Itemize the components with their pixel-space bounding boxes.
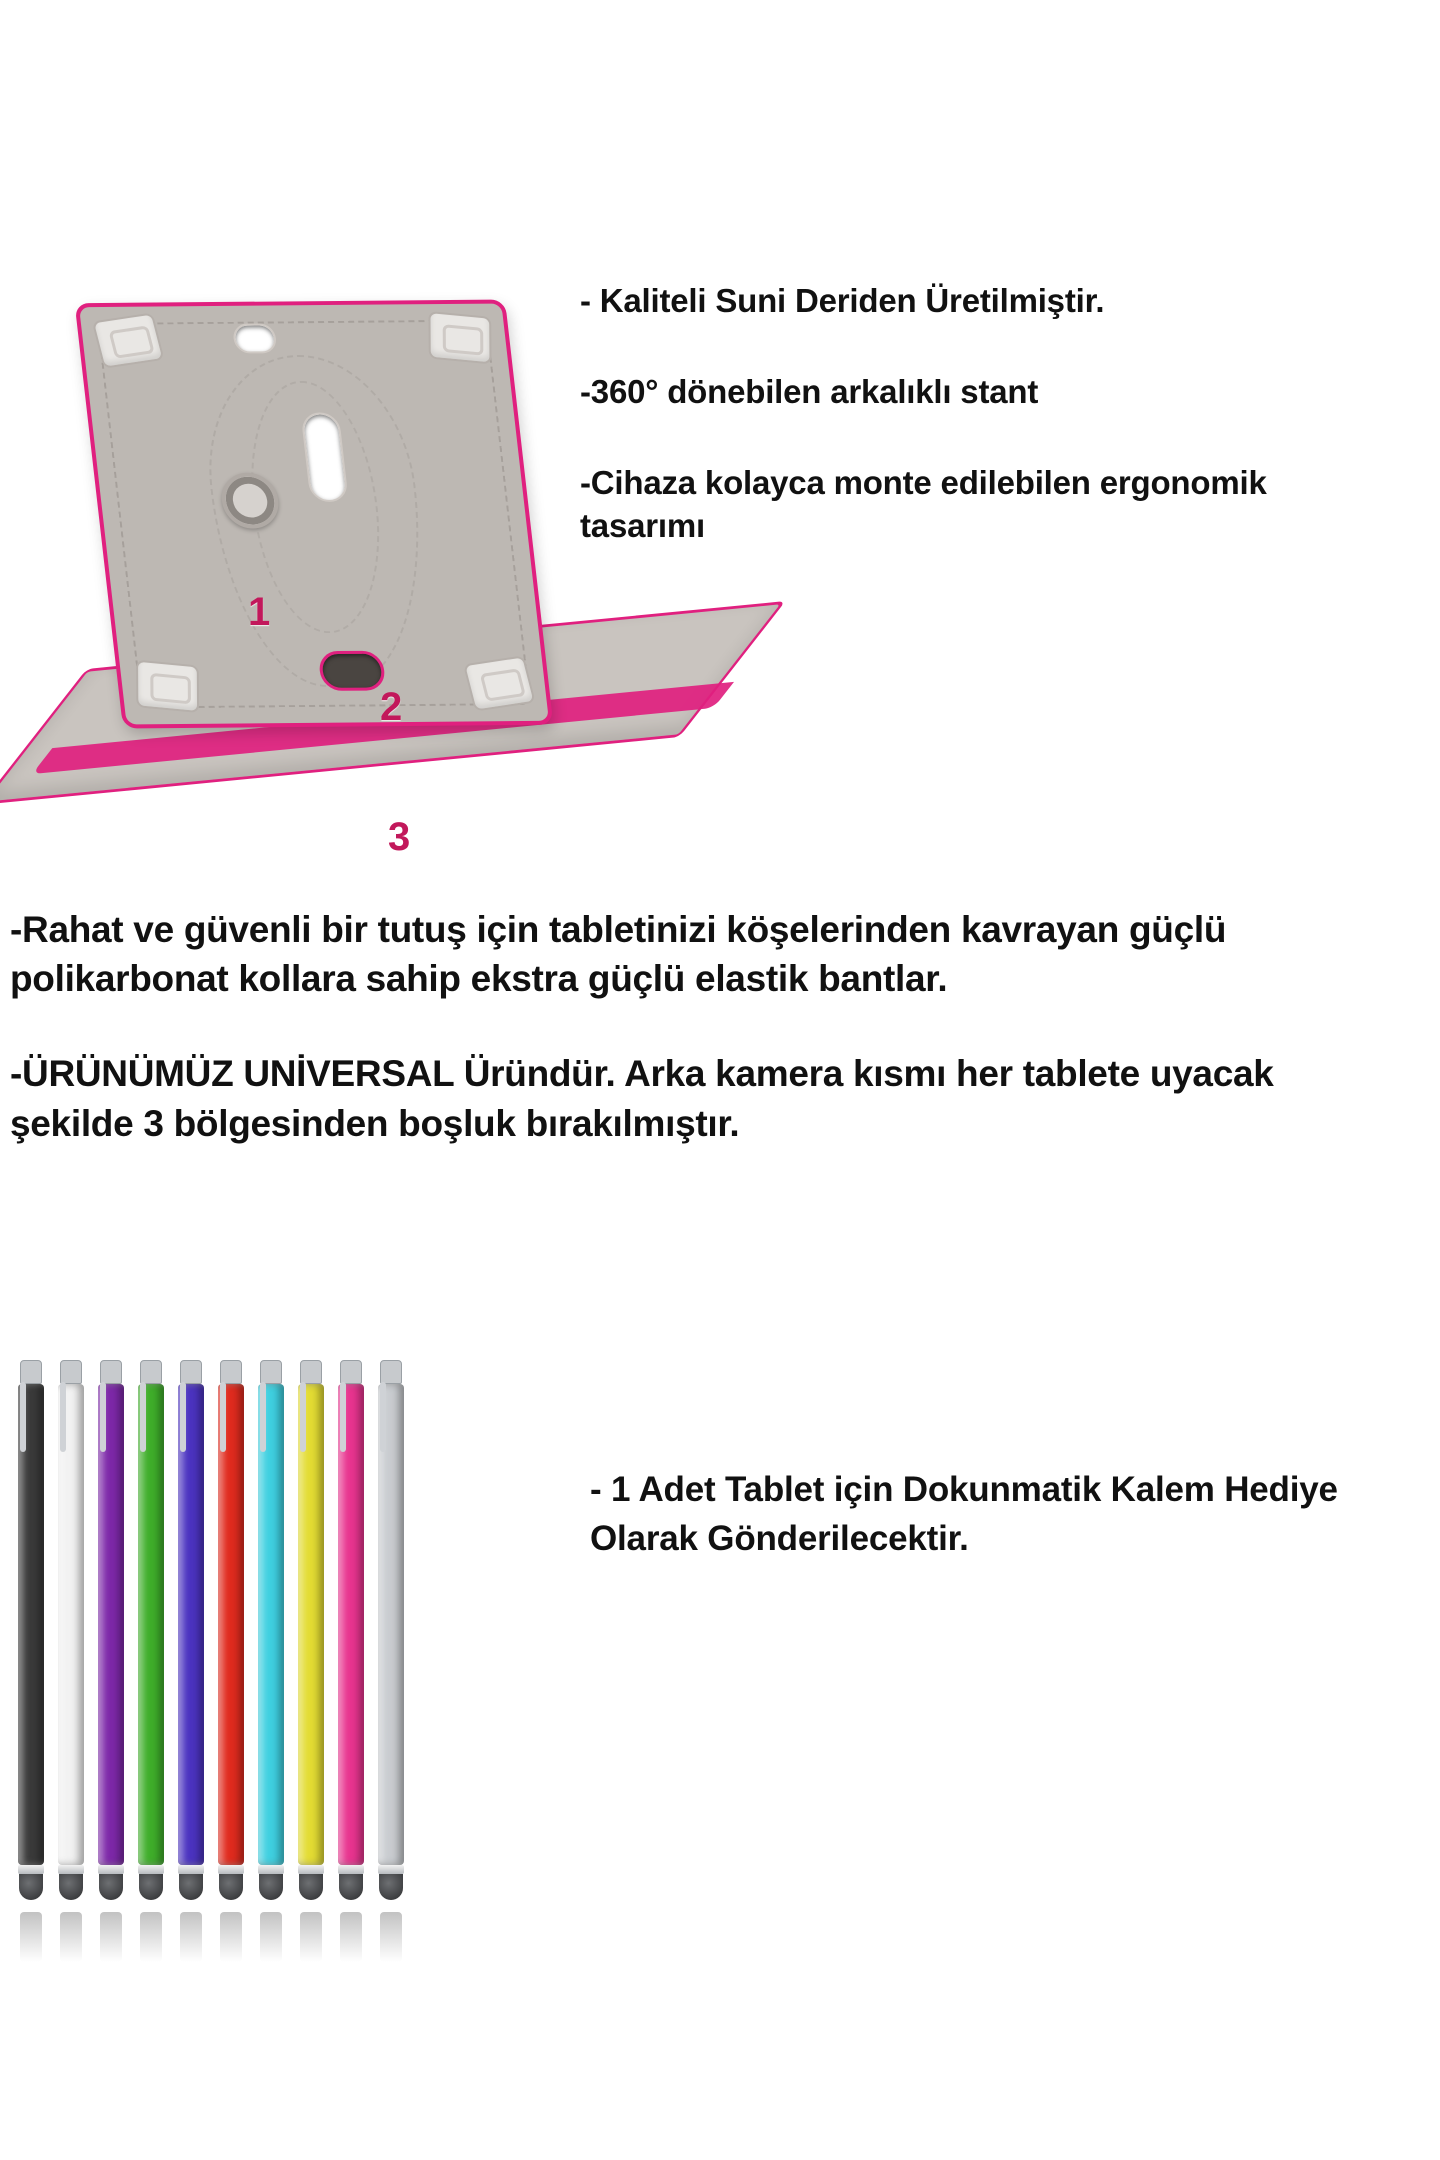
pen-top-cap (180, 1360, 202, 1384)
corner-clip-bottom-left (136, 660, 199, 713)
stylus-pen-4 (138, 1360, 164, 1900)
pen-clip-icon (340, 1382, 346, 1452)
callout-number-2: 2 (380, 685, 403, 729)
stylus-pen-8 (298, 1360, 324, 1900)
pen-clip-icon (180, 1382, 186, 1452)
corner-clip-bottom-right (463, 655, 536, 711)
pen-body (258, 1384, 284, 1865)
pen-body (338, 1384, 364, 1865)
pen-top-cap (140, 1360, 162, 1384)
description-paragraphs (10, 905, 1340, 1194)
pen-tip (19, 1874, 43, 1900)
callout-number-1: 1 (248, 590, 271, 634)
pen-body (58, 1384, 84, 1865)
pen-clip-icon (20, 1382, 26, 1452)
pen-reflection (220, 1912, 242, 1962)
pen-top-cap (340, 1360, 362, 1384)
pen-reflection (60, 1912, 82, 1962)
pen-clip-icon (260, 1382, 266, 1452)
pen-reflection (300, 1912, 322, 1962)
pen-reflection (100, 1912, 122, 1962)
corner-clip-top-left (92, 312, 165, 368)
pen-body (18, 1384, 44, 1865)
stylus-pen-1 (18, 1360, 44, 1900)
feature-bullet-2: -360° dönebilen arkalıklı stant (580, 372, 1039, 410)
description-paragraph-2: -ÜRÜNÜMÜZ UNİVERSAL Üründür. Arka kamera kısmı her tablete uyacak şekilde 3 bölgesinden boşluk bırakılmıştır. (10, 1053, 1274, 1144)
pen-reflection (340, 1912, 362, 1962)
pen-ring (58, 1865, 84, 1874)
pen-tip (219, 1874, 243, 1900)
pen-body (98, 1384, 124, 1865)
pen-ring (258, 1865, 284, 1874)
pen-clip-icon (60, 1382, 66, 1452)
pen-reflection (260, 1912, 282, 1962)
pen-tip (139, 1874, 163, 1900)
pen-top-cap (20, 1360, 42, 1384)
pen-body (178, 1384, 204, 1865)
pen-top-cap (100, 1360, 122, 1384)
pen-clip-icon (100, 1382, 106, 1452)
stylus-pen-5 (178, 1360, 204, 1900)
callout-number-3: 3 (388, 815, 411, 859)
stylus-pen-2 (58, 1360, 84, 1900)
pen-tip (99, 1874, 123, 1900)
pen-ring (218, 1865, 244, 1874)
pen-ring (298, 1865, 324, 1874)
pen-reflection (140, 1912, 162, 1962)
pen-body (378, 1384, 404, 1865)
top-section (0, 0, 1440, 900)
pen-reflection (180, 1912, 202, 1962)
pen-tip (299, 1874, 323, 1900)
pen-clip-icon (300, 1382, 306, 1452)
pen-ring (98, 1865, 124, 1874)
stylus-pen-group (18, 1360, 578, 1980)
case-inner-panel (75, 299, 554, 728)
pen-body (138, 1384, 164, 1865)
pen-clip-icon (140, 1382, 146, 1452)
camera-cutout-1 (232, 323, 278, 353)
pen-ring (138, 1865, 164, 1874)
pen-ring (178, 1865, 204, 1874)
description-paragraph-1: -Rahat ve güvenli bir tutuş için tabletinizi köşelerinden kavrayan güçlü polikarbonat kollara sahip ekstra güçlü elastik bantlar. (10, 909, 1227, 1000)
pen-top-cap (300, 1360, 322, 1384)
stylus-pen-9 (338, 1360, 364, 1900)
stylus-pen-6 (218, 1360, 244, 1900)
feature-bullet-list (580, 280, 1390, 596)
pen-tip (259, 1874, 283, 1900)
pen-body (298, 1384, 324, 1865)
pen-tip (59, 1874, 83, 1900)
gift-description-text: - 1 Adet Tablet için Dokunmatik Kalem Hediye Olarak Gönderilecektir. (590, 1470, 1338, 1558)
pen-reflection (20, 1912, 42, 1962)
pen-tip (379, 1874, 403, 1900)
stylus-pen-10 (378, 1360, 404, 1900)
pen-top-cap (380, 1360, 402, 1384)
gift-section (0, 1340, 1440, 2160)
pen-reflection (380, 1912, 402, 1962)
feature-bullet-3: -Cihaza kolayca monte edilebilen ergonomik tasarımı (580, 463, 1267, 544)
stylus-pen-7 (258, 1360, 284, 1900)
pen-ring (18, 1865, 44, 1874)
pen-top-cap (260, 1360, 282, 1384)
feature-bullet-1: - Kaliteli Suni Deriden Üretilmiştir. (580, 282, 1105, 319)
pen-clip-icon (380, 1382, 386, 1452)
pen-tip (339, 1874, 363, 1900)
corner-clip-top-right (428, 311, 491, 364)
pen-top-cap (220, 1360, 242, 1384)
pen-body (218, 1384, 244, 1865)
pen-ring (338, 1865, 364, 1874)
stylus-pen-3 (98, 1360, 124, 1900)
pen-clip-icon (220, 1382, 226, 1452)
camera-cutout-3 (318, 651, 387, 691)
pen-ring (378, 1865, 404, 1874)
pen-tip (179, 1874, 203, 1900)
pen-top-cap (60, 1360, 82, 1384)
